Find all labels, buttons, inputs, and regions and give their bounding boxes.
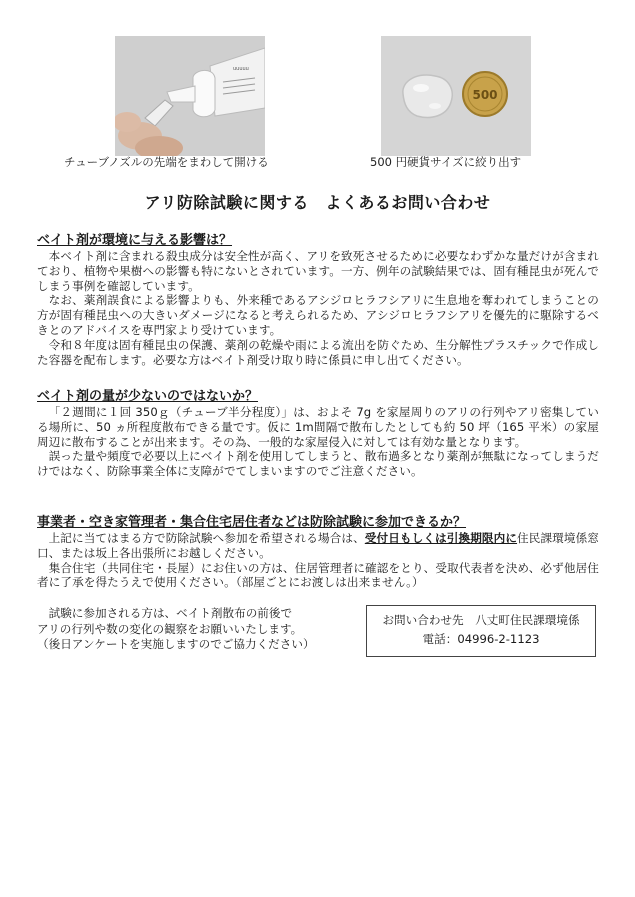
faq-environment-section	[37, 229, 599, 367]
faq-participation-text-after: 住民課環境係窓口、または坂上各出張所にお越しください。	[37, 531, 600, 560]
note-line-1: 試験に参加される方は、ベイト剤散布の前後で	[37, 606, 293, 620]
tube-nozzle-illustration	[115, 36, 265, 156]
faq-environment-paragraph-1: 本ベイト剤に含まれる殺虫成分は安全性が高く、アリを致死させるために必要なわずかな量だけが含まれており、植物や果樹への影響も特にないとされています。一方、例年の試験結果では、固有種昆虫が死んでしまう事例を確認しています。	[37, 249, 599, 293]
faq-environment-paragraph-3: 令和８年度は固有種昆虫の保護、薬剤の乾燥や雨による流出を防ぐため、生分解性プラスチックで作成した容器を配布します。必要な方はベイト剤受け取り時に係員に申し出てください。	[37, 337, 599, 367]
faq-participation-heading: 事業者・空き家管理者・集合住宅居住者などは防除試験に参加できるか？	[37, 515, 467, 530]
deadline-emphasis: 受付日もしくは引換期限内に	[364, 531, 518, 545]
note-line-3: （後日アンケートを実施しますのでご協力ください）	[37, 637, 315, 651]
coin-photo-caption: 500 円硬貨サイズに絞り出す	[370, 155, 522, 169]
contact-box	[366, 605, 596, 657]
contact-phone: 電話：04996-2-1123	[422, 632, 540, 646]
faq-participation-paragraph-2: 集合住宅（共同住宅・長屋）にお住いの方は、住居管理者に確認をとり、受取代表者を決め、必ず他居住者に了承を得たうえで使用ください。（部屋ごとにお渡しは出来ません。）	[37, 560, 599, 590]
note-line-2: アリの行列や数の変化の観察をお願いいたします。	[37, 621, 303, 636]
page-title: アリ防除試験に関する よくあるお問い合わせ	[144, 193, 491, 212]
faq-participation-text-before: 上記に当てはまる方で防除試験へ参加を希望される場合は、	[48, 531, 365, 545]
coin-size-photo	[381, 36, 531, 156]
coin-size-illustration	[381, 36, 531, 156]
faq-amount-paragraph-2: 誤った量や頻度で必要以上にベイト剤を使用してしまうと、散布過多となり薬剤が無駄になってしまうだけではなく、防除事業全体に支障がでてしまいますのでご注意ください。	[37, 449, 600, 479]
tube-label: uuuuu	[233, 66, 249, 72]
faq-participation-section	[37, 511, 599, 590]
faq-environment-heading: ベイト剤が環境に与える影響は？	[37, 233, 233, 248]
tube-photo-caption: チューブノズルの先端をまわして開ける	[64, 155, 269, 169]
faq-environment-paragraph-2: なお、薬剤誤食による影響よりも、外来種であるアシジロヒラフシアリに生息地を奪われてしまうことの方が固有種昆虫への大きいダメージになると考えられるため、アシジロヒラフシアリを優先的に駆除するべきとのアドバイスを専門家より受けています。	[37, 293, 599, 337]
faq-amount-paragraph-1: 「２週間に１回 350ｇ（チューブ半分程度）」は、およそ 7g を家屋周りのアリの行列やアリ密集している場所に、50 ヵ所程度散布できる量です。仮に 1m間隔で散布したとしても約 50 坪（165 平米）の家屋周辺に散布することが出来ます。その為、一般的な家屋侵入に対しては有効な量となります。	[37, 405, 599, 449]
contact-department: お問い合わせ先 八丈町住民課環境係	[382, 613, 580, 627]
coin-value: 500	[472, 88, 498, 102]
observation-request-note	[37, 606, 357, 653]
faq-amount-section	[37, 385, 599, 479]
faq-amount-heading: ベイト剤の量が少ないのではないか？	[37, 389, 259, 404]
tube-nozzle-photo	[115, 36, 265, 156]
faq-participation-paragraph-1	[37, 531, 599, 561]
